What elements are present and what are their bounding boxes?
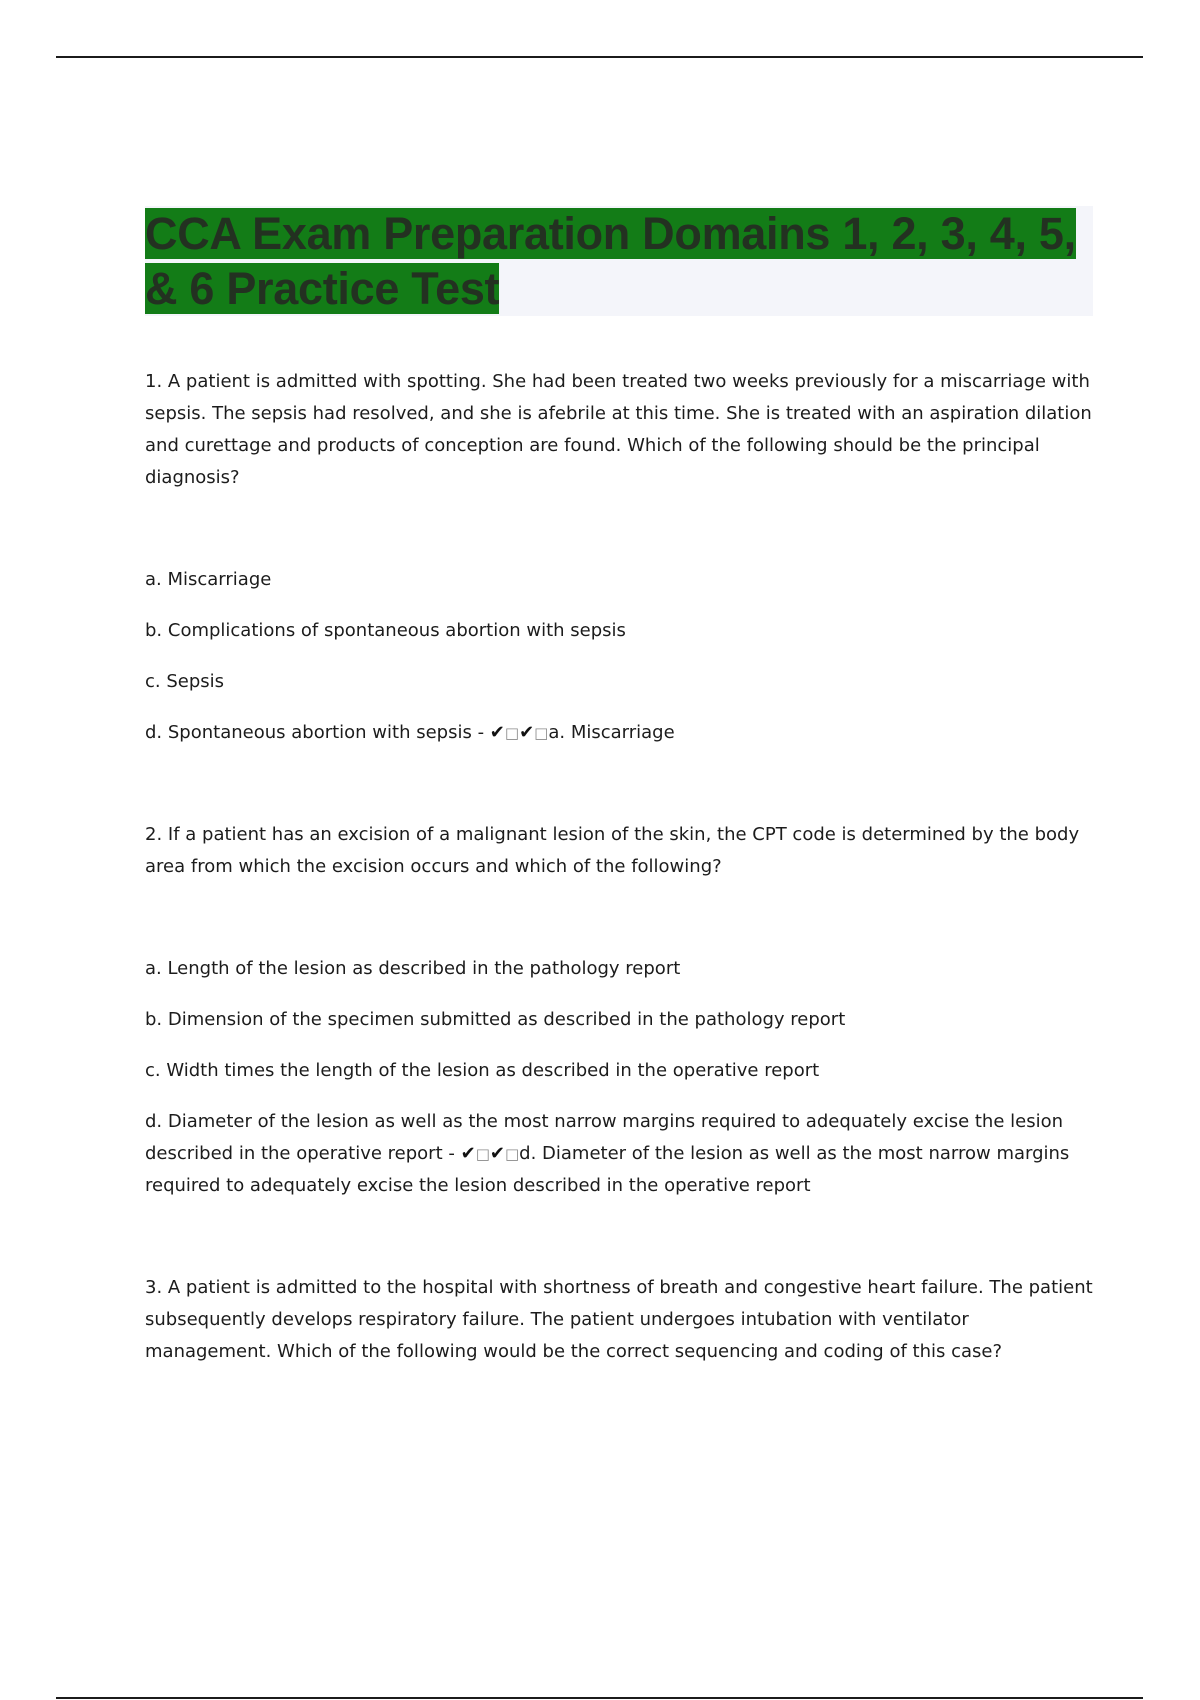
box-icon: □ — [534, 724, 549, 742]
question-2-option-d — [145, 1106, 1093, 1202]
option-d-text: d. Spontaneous abortion with sepsis - — [145, 722, 490, 743]
page-title — [145, 206, 1093, 316]
check-mark-icon: ✔ — [519, 722, 535, 743]
option-d-text: d. Diameter of the lesion as well as the most narrow margins required to adequately excise the lesion described in the operative report - — [145, 1111, 1063, 1164]
title-block — [145, 206, 1093, 316]
question-2-option-c: c. Width times the length of the lesion as described in the operative report — [145, 1060, 820, 1081]
answer-text: d. Diameter of the lesion as well as the most narrow margins required to adequately excise the lesion described in the operative report — [145, 1143, 1070, 1196]
question-2: 2. If a patient has an excision of a malignant lesion of the skin, the CPT code is determined by the body area from which the excision occurs and which of the following? — [145, 824, 1080, 877]
question-1: 1. A patient is admitted with spotting. She had been treated two weeks previously for a miscarriage with sepsis. The sepsis had resolved, and she is afebrile at this time. She is treated with an aspiration dilation and curettage and products of conception are found. Which of the following should be the principal diagnosis? — [145, 371, 1092, 488]
check-mark-icon: ✔ — [489, 722, 505, 743]
box-icon: □ — [504, 724, 520, 742]
box-icon: □ — [504, 1145, 520, 1163]
check-mark-icon: ✔ — [460, 1143, 476, 1164]
question-2-option-a: a. Length of the lesion as described in the pathology report — [145, 958, 681, 979]
question-1-option-d — [145, 717, 1093, 749]
answer-text: a. Miscarriage — [548, 722, 675, 743]
question-1-option-b: b. Complications of spontaneous abortion with sepsis — [145, 620, 626, 641]
title-highlight: CCA Exam Preparation Domains 1, 2, 3, 4, 5, & 6 Practice Test — [145, 208, 1076, 314]
header-rule — [56, 56, 1143, 58]
question-2-option-b: b. Dimension of the specimen submitted as described in the pathology report — [145, 1009, 846, 1030]
check-mark-icon: ✔ — [489, 1143, 505, 1164]
footer-rule — [56, 1697, 1143, 1699]
box-icon: □ — [475, 1145, 490, 1163]
question-1-option-c: c. Sepsis — [145, 671, 225, 692]
document-body — [145, 366, 1093, 1438]
question-3: 3. A patient is admitted to the hospital with shortness of breath and congestive heart failure. The patient subsequently develops respiratory failure. The patient undergoes intubation with ventilator management. Which of the following would be the correct sequencing and coding of this case? — [145, 1277, 1093, 1362]
question-1-option-a: a. Miscarriage — [145, 569, 272, 590]
